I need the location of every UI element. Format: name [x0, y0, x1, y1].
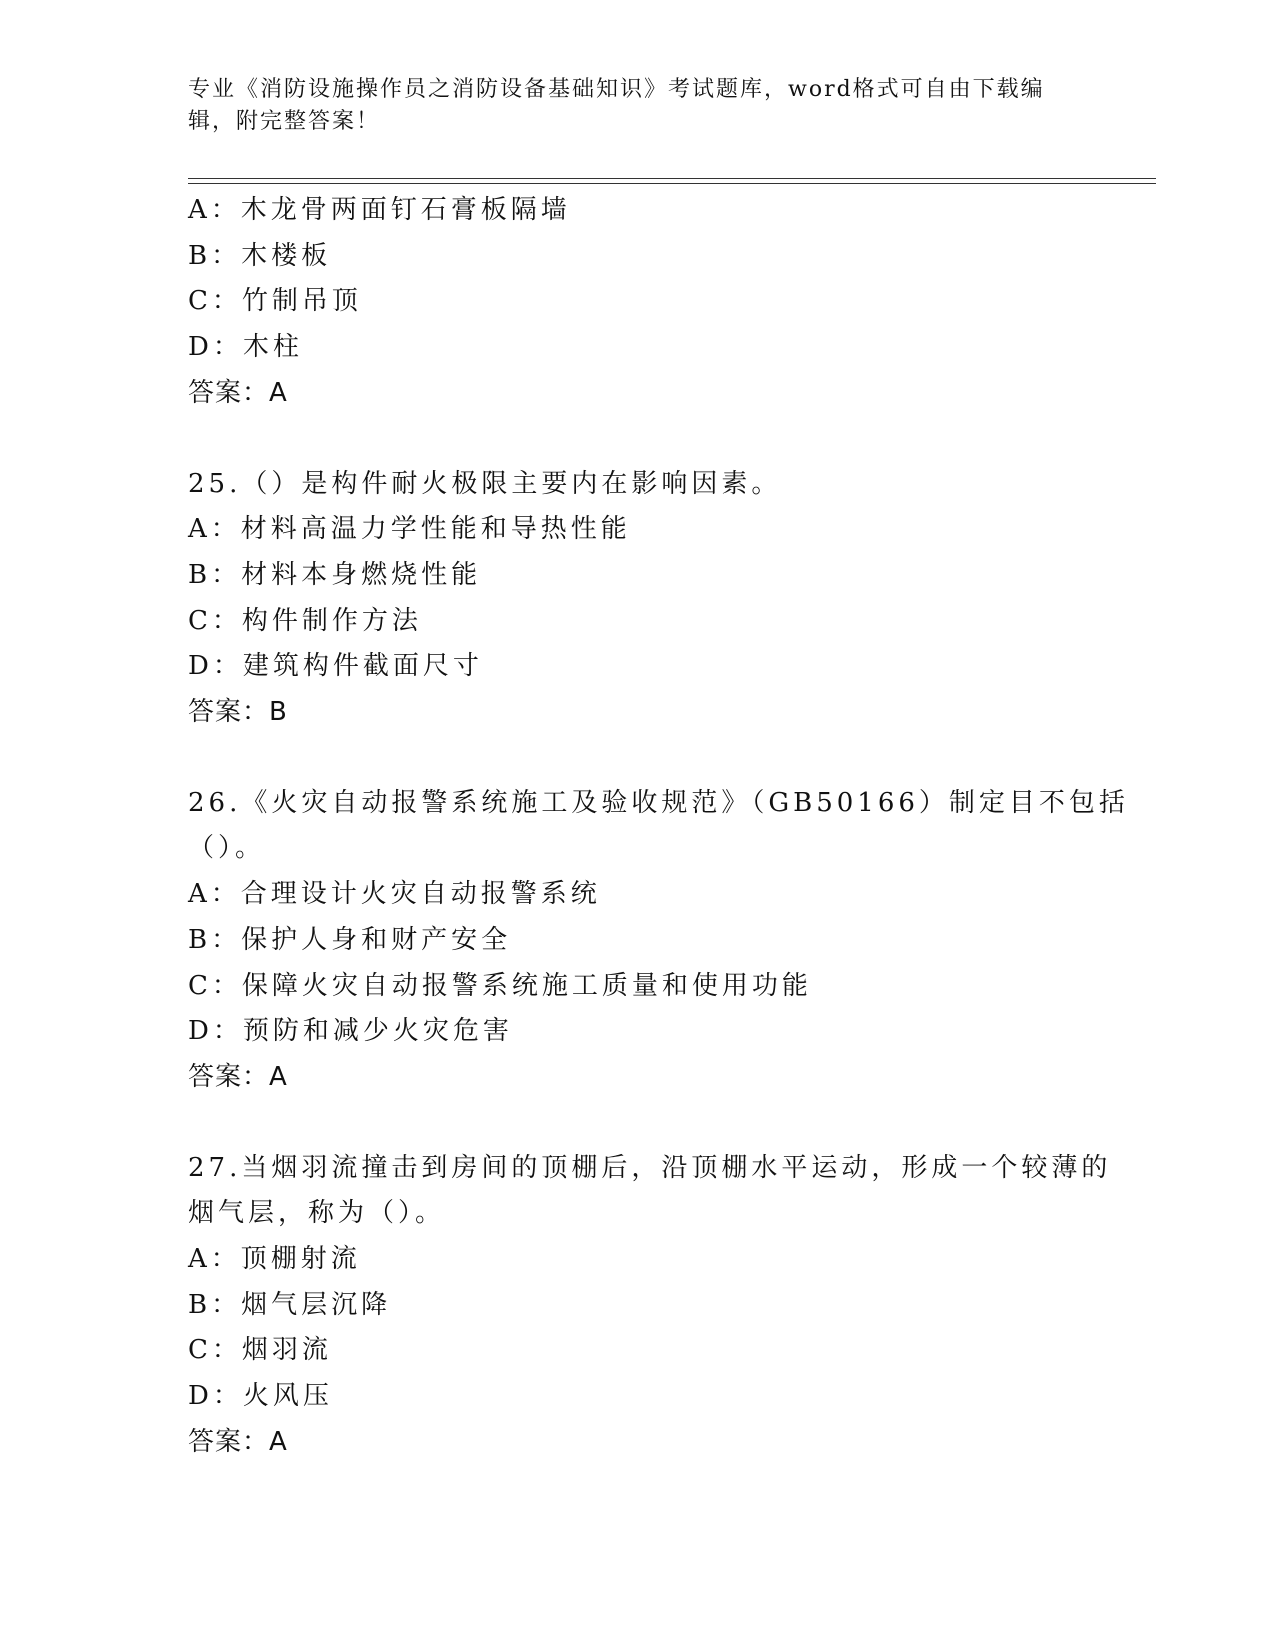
answer: 答案：B	[188, 697, 288, 728]
option-b: B：保护人身和财产安全	[188, 924, 512, 955]
question-stem-line-2: 烟气层，称为（）。	[188, 1198, 446, 1229]
question-list	[188, 188, 1148, 1466]
question-25	[188, 462, 1148, 736]
question-stem-line-1: 26.《火灾自动报警系统施工及验收规范》（GB50166）制定目不包括	[188, 787, 1129, 818]
option-c: C：烟羽流	[188, 1335, 332, 1366]
option-b: B：烟气层沉降	[188, 1289, 392, 1320]
question-27	[188, 1146, 1148, 1466]
option-c: C：保障火灾自动报警系统施工质量和使用功能	[188, 970, 812, 1001]
question-stem-line-2: （）。	[188, 833, 266, 864]
question-spacer	[188, 1101, 1148, 1146]
option-a: A：木龙骨两面钉石膏板隔墙	[188, 195, 571, 225]
question-24	[188, 188, 1148, 417]
question-stem-line-1: 27.当烟羽流撞击到房间的顶棚后，沿顶棚水平运动，形成一个较薄的	[188, 1152, 1112, 1183]
document-header	[188, 74, 1068, 138]
option-c: C：构件制作方法	[188, 605, 422, 636]
option-a: A：顶棚射流	[188, 1244, 361, 1275]
question-stem: 25.（）是构件耐火极限主要内在影响因素。	[188, 468, 782, 499]
header-divider-bottom	[188, 183, 1156, 184]
option-a: A：合理设计火灾自动报警系统	[188, 879, 601, 910]
header-divider-top	[188, 178, 1156, 179]
option-b: B：木楼板	[188, 240, 332, 271]
answer: 答案：A	[188, 377, 288, 408]
answer: 答案：A	[188, 1061, 288, 1092]
question-spacer	[188, 736, 1148, 781]
option-c: C：竹制吊顶	[188, 286, 362, 317]
question-spacer	[188, 417, 1148, 462]
answer: 答案：A	[188, 1426, 288, 1457]
header-line-2: 辑，附完整答案！	[188, 109, 381, 134]
option-a: A：材料高温力学性能和导热性能	[188, 514, 631, 545]
option-d: D：预防和减少火灾危害	[188, 1016, 513, 1047]
option-b: B：材料本身燃烧性能	[188, 559, 482, 590]
option-d: D：建筑构件截面尺寸	[188, 651, 483, 682]
option-d: D：木柱	[188, 332, 303, 363]
header-line-1: 专业《消防设施操作员之消防设备基础知识》考试题库，word格式可自由下载编	[188, 77, 1045, 102]
option-d: D：火风压	[188, 1381, 333, 1412]
question-26	[188, 781, 1148, 1101]
